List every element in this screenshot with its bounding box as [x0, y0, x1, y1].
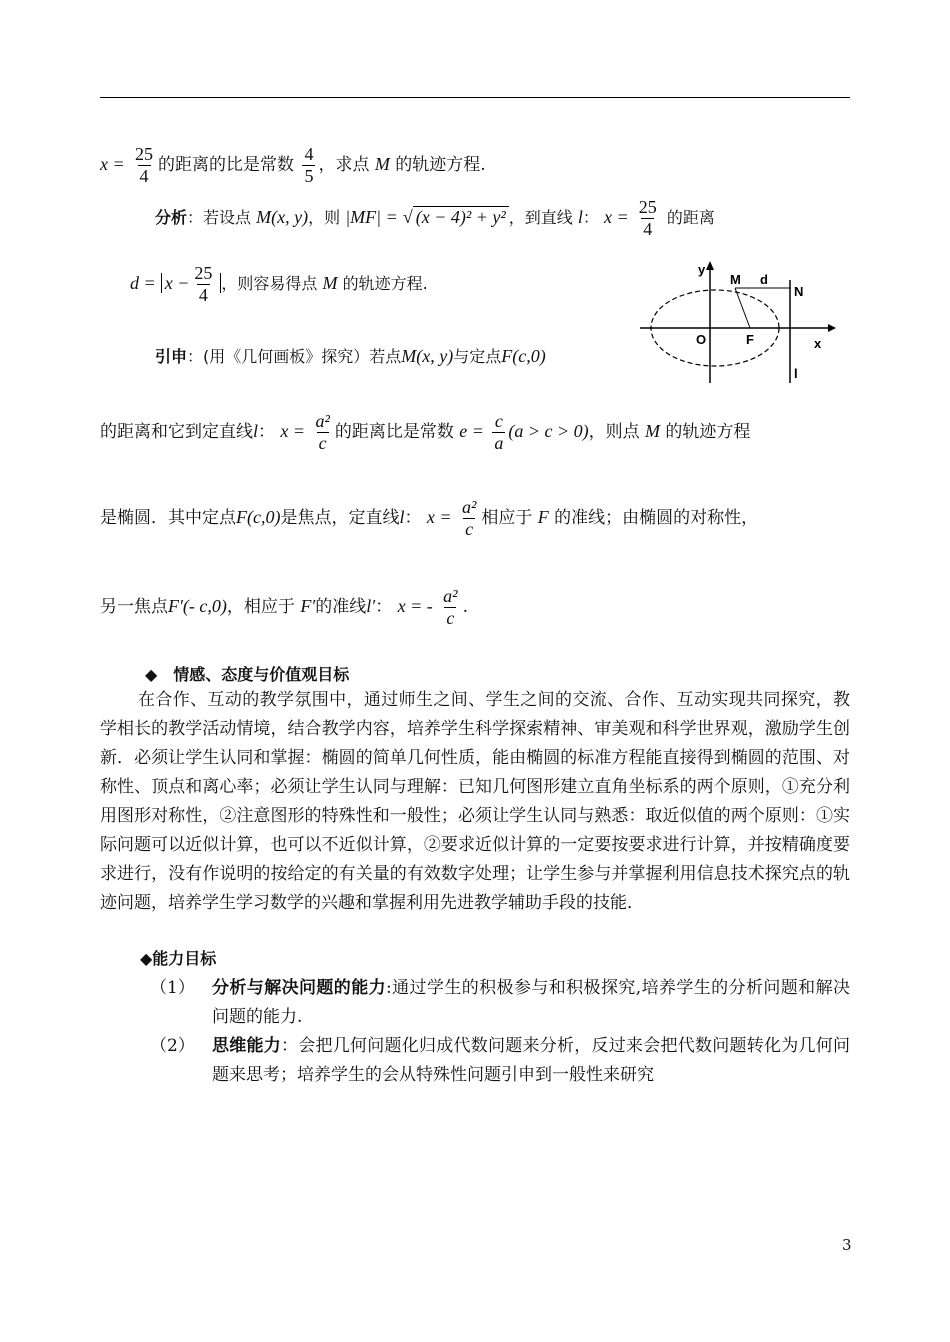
- fraction-25-4: $\frac{25}{4}$: [135, 144, 154, 186]
- list-item: （2） 思维能力：会把几何问题化归成代数问题来分析，反过来会把代数问题转化为几何问题来思考；培养学生的会从特殊性问题引申到一般性来研究: [150, 1036, 850, 1085]
- problem-line-1: x = $\frac{25}{4}$ 的距离的比是常数 $\frac{4}{5}$ ，求点 M 的轨迹方程.: [100, 144, 486, 186]
- point-n-label: N: [794, 284, 804, 299]
- item-title: 思维能力: [212, 1036, 281, 1056]
- definition-line-3: 另一焦点F′(- c,0)，相应于 F′的准线l′： x = - $\frac{\text{a²}}{c}$ .: [100, 586, 468, 628]
- fraction-a2-c: $\frac{\text{a²}}{c}$: [443, 586, 458, 628]
- extension-label: 引申: [155, 347, 188, 366]
- line-l-label: l: [794, 366, 798, 381]
- x-axis-label: x: [814, 336, 822, 351]
- distance-line: d = x − $\frac{25}{4}$ ，则容易得点 M 的轨迹方程.: [130, 263, 428, 305]
- section-heading-values: ◆ 情感、态度与价值观目标: [145, 665, 350, 684]
- d-label: d: [760, 272, 768, 287]
- fraction-c-a: $\frac{c}{a}$: [494, 411, 504, 453]
- focus-label: F: [746, 332, 754, 347]
- origin-label: O: [696, 332, 707, 347]
- fraction-25-4: $\frac{25}{4}$: [638, 197, 657, 239]
- fraction-a2-c: $\frac{\text{a²}}{c}$: [461, 497, 477, 539]
- section-body-values: 在合作、互动的教学氛围中，通过师生之间、学生之间的交流、合作、互动实现共同探究，教学相长的教学活动情境，结合教学内容，培养学生科学探索精神、审美观和科学世界观，激励学生创新．必须让学生认同和掌握：椭圆的简单几何性质，能由椭圆的标准方程能直接得到椭圆的范围、对称性、顶点和离心率；必须让学生认同与理解：已知几何图形建立直角坐标系的两个原则，①充分利用图形对称性，②注意图形的特殊性和一般性；必须让学生认同与熟悉：取近似值的两个原则：①实际问题可以近似计算，也可以不近似计算，②要求近似计算的一定要按要求进行计算，并按精确度要求进行，没有作说明的按给定的有关量的有效数字处理；让学生参与并掌握利用信息技术探究点的轨迹问题，培养学生学习数学的兴趣和掌握利用先进教学辅助手段的技能．: [100, 690, 850, 913]
- definition-line-1: 的距离和它到定直线l： x = $\frac{\text{a²}}{c}$ 的距离比是常数 e = $\frac{c}{a}$ (a > c > 0)，则点 M 的轨迹方程: [100, 411, 751, 453]
- extension-line: 引申：(用《几何画板》探究）若点M(x, y)与定点F(c,0): [155, 346, 546, 366]
- list-item: （1） 分析与解决问题的能力:通过学生的积极参与和积极探究,培养学生的分析问题和解决问题的能力.: [150, 978, 850, 1027]
- section-heading-ability: ◆能力目标: [140, 949, 217, 968]
- fraction-4-5: $\frac{4}{5}$: [304, 144, 314, 186]
- item-title: 分析与解决问题的能力: [212, 978, 387, 998]
- sqrt-expression: √ (x − 4)² + y²: [403, 206, 509, 227]
- analysis-label: 分析: [155, 208, 188, 228]
- analysis-line: 分析：若设点 M(x, y)，则 |MF| = √ (x − 4)² + y² ，到直线 l： x = $\frac{25}{4}$ 的距离: [155, 197, 715, 239]
- header-rule: [100, 97, 850, 98]
- definition-line-2: 是椭圆．其中定点F(c,0)是焦点，定直线l： x = $\frac{\text{a²}}{c}$ 相应于 F 的准线；由椭圆的对称性，: [100, 497, 759, 539]
- page-number: 3: [842, 1236, 852, 1254]
- point-m-label: M: [730, 272, 741, 287]
- fraction-a2-c: $\frac{\text{a²}}{c}$: [315, 411, 330, 453]
- ellipse-figure: [640, 258, 840, 388]
- absolute-value: x − $\frac{25}{4}$: [161, 273, 222, 293]
- y-axis-label: y: [698, 262, 706, 277]
